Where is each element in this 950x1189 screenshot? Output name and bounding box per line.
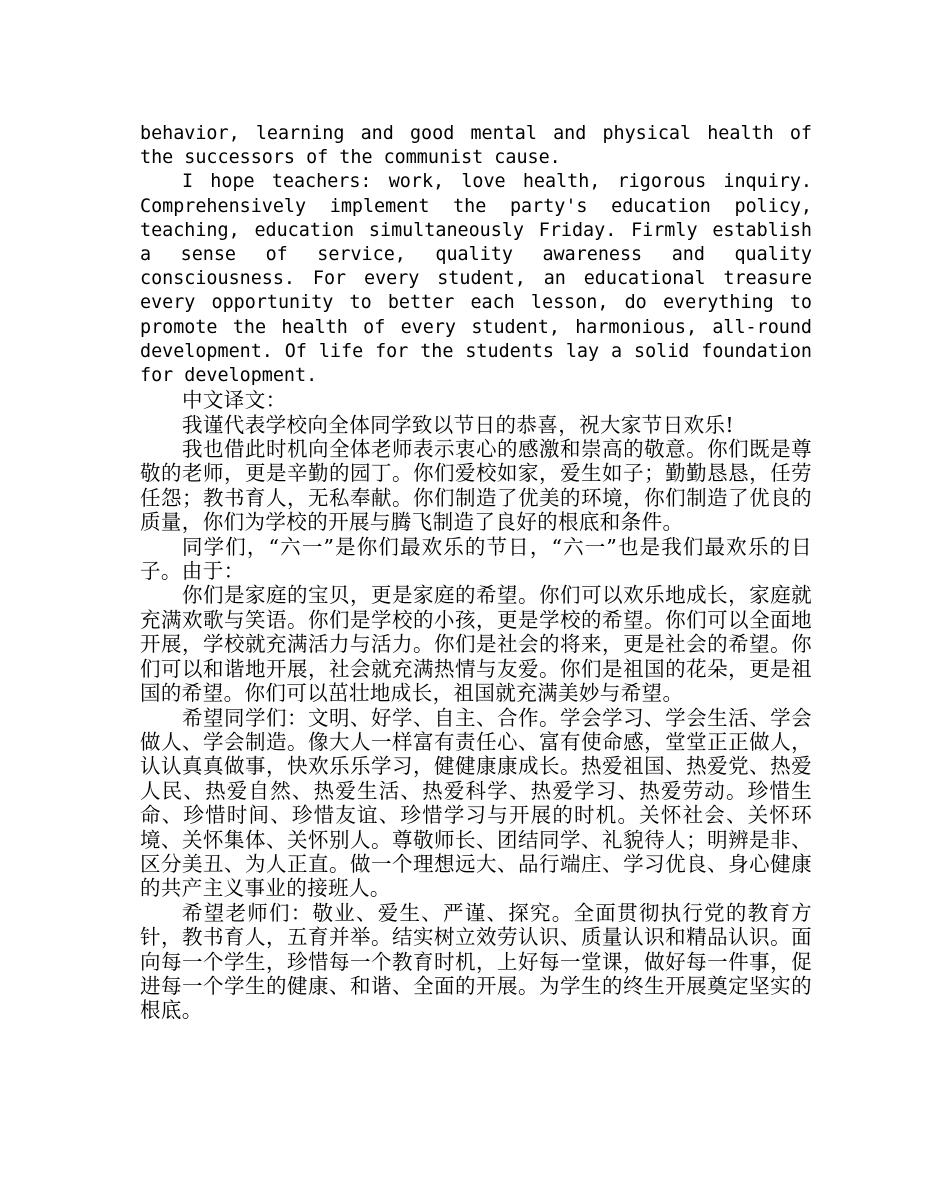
english-paragraph-2: I hope teachers: work, love health, rigorous inquiry. Comprehensively implement the party's education policy, teaching, education simultaneously Friday. Firmly establish a sense of service, quality awareness and quality consciousness. For every student, an educational treasure every opportunity to better each lesson, do everything to promote the health of every student, harmonious, all-round development. Of life for the students lay a solid foundation for development. (140, 171, 812, 387)
chinese-paragraph-2: 我也借此时机向全体老师表示衷心的感激和崇高的敬意。你们既是尊敬的老师，更是辛勤的园丁。你们爱校如家，爱生如子；勤勤恳恳，任劳任怨；教书育人，无私奉献。你们制造了优美的环境，你们制造了优良的质量，你们为学校的开展与腾飞制造了良好的根底和条件。 (140, 437, 812, 535)
english-paragraph-1: behavior, learning and good mental and physical health of the successors of the communist cause. (140, 123, 812, 169)
document-page (140, 122, 812, 1023)
chinese-paragraph-1: 我谨代表学校向全体同学致以节日的恭喜，祝大家节日欢乐! (182, 412, 735, 437)
chinese-paragraph-4: 你们是家庭的宝贝，更是家庭的希望。你们可以欢乐地成长，家庭就充满欢歌与笑语。你们是学校的小孩，更是学校的希望。你们可以全面地开展，学校就充满活力与活力。你们是社会的将来，更是社会的希望。你们可以和谐地开展，社会就充满热情与友爱。你们是祖国的花朵，更是祖国的希望。你们可以茁壮地成长，祖国就充满美妙与希望。 (140, 583, 812, 706)
chinese-paragraph-3: 同学们，“六一”是你们最欢乐的节日，“六一”也是我们最欢乐的日子。由于： (140, 534, 812, 584)
chinese-paragraph-6: 希望老师们：敬业、爱生、严谨、探究。全面贯彻执行党的教育方针，教书育人，五育并举。结实树立效劳认识、质量认识和精品认识。面向每一个学生，珍惜每一个教育时机，上好每一堂课，做好每一件事，促进每一个学生的健康、和谐、全面的开展。为学生的终生开展奠定坚实的根底。 (140, 900, 812, 1023)
translation-heading: 中文译文： (182, 388, 287, 413)
chinese-paragraph-5: 希望同学们：文明、好学、自主、合作。学会学习、学会生活、学会做人、学会制造。像大人一样富有责任心、富有使命感，堂堂正正做人，认认真真做事，快欢乐乐学习，健健康康成长。热爱祖国、热爱党、热爱人民、热爱自然、热爱生活、热爱科学、热爱学习、热爱劳动。珍惜生命、珍惜时间、珍惜友谊、珍惜学习与开展的时机。关怀社会、关怀环境、关怀集体、关怀别人。尊敬师长、团结同学、礼貌待人；明辨是非、区分美丑、为人正直。做一个理想远大、品行端庄、学习优良、身心健康的共产主义事业的接班人。 (140, 705, 812, 901)
